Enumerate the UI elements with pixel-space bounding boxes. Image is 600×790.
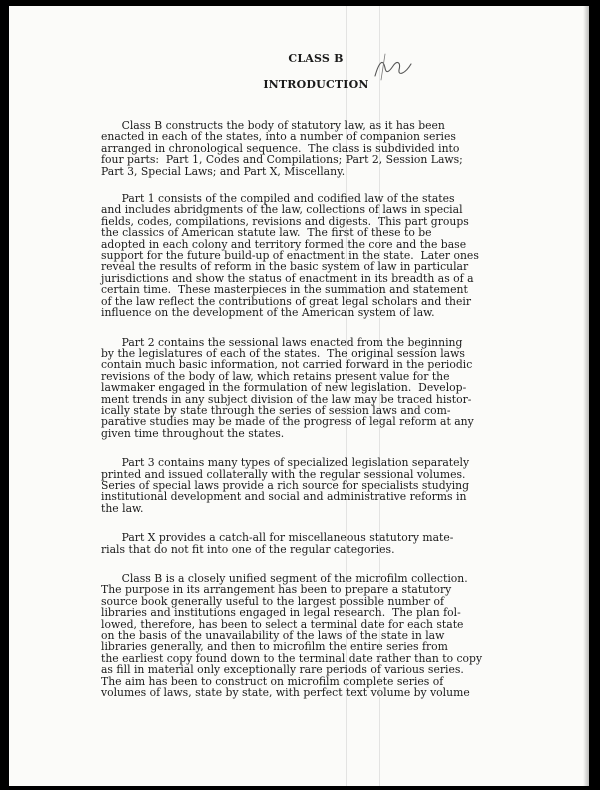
text-line: libraries generally, and then to microfilm the entire series from bbox=[101, 640, 448, 654]
text-line: enacted in each of the states, into a number of companion series bbox=[101, 130, 456, 144]
text-line: ment trends in any subject division of the law may be traced histor- bbox=[101, 392, 472, 406]
text-line: institutional development and social and administrative reforms in bbox=[101, 490, 467, 504]
text-line: Part 2 contains the sessional laws enacted from the beginning bbox=[101, 335, 463, 349]
text-line: by the legislatures of each of the states. The original session laws bbox=[101, 346, 465, 360]
text-line: influence on the development of the American system of law. bbox=[101, 306, 435, 320]
text-line: as fill in material only exceptionally rare periods of various series. bbox=[101, 663, 464, 677]
paragraph-part-2 bbox=[101, 337, 531, 440]
text-line: Part 3, Special Laws; and Part X, Miscellany. bbox=[101, 164, 346, 178]
text-line: the law. bbox=[101, 501, 144, 515]
text-line: of the law reflect the contributions of great legal scholars and their bbox=[101, 294, 471, 308]
text-line: the classics of American statute law. The first of these to be bbox=[101, 226, 432, 240]
text-line: contain much basic information, not carried forward in the periodic bbox=[101, 358, 473, 372]
text-line: lawmaker engaged in the formulation of new legislation. Develop- bbox=[101, 381, 467, 395]
paragraph-part-3 bbox=[101, 457, 531, 514]
section-title: INTRODUCTION bbox=[263, 78, 369, 91]
text-line: Series of special laws provide a rich source for specialists studying bbox=[101, 478, 470, 492]
text-line: arranged in chronological sequence. The class is subdivided into bbox=[101, 141, 460, 155]
text-line: Class B constructs the body of statutory law, as it has been bbox=[101, 119, 445, 132]
text-line: certain time. These masterpieces in the summation and statement bbox=[101, 283, 468, 297]
text-line: reveal the results of reform in the basic system of law in particular bbox=[101, 260, 469, 274]
paragraph-collection bbox=[101, 573, 531, 698]
text-line: jurisdictions and show the status of enactment in its breadth as of a bbox=[101, 271, 474, 285]
text-line: printed and issued collaterally with the regular sessional volumes. bbox=[101, 467, 466, 481]
paragraph-overview bbox=[101, 120, 531, 177]
text-line: Part 1 consists of the compiled and codified law of the states bbox=[101, 192, 455, 206]
text-line: on the basis of the unavailability of the laws of the state in law bbox=[101, 629, 445, 643]
text-line: ically state by state through the series of session laws and com- bbox=[101, 403, 451, 417]
text-line: support for the future build-up of enactment in the state. Later ones bbox=[101, 249, 479, 263]
text-line: source book generally useful to the largest possible number of bbox=[101, 594, 445, 608]
page-edge-shadow bbox=[583, 6, 589, 786]
text-line: volumes of laws, state by state, with perfect text volume by volume bbox=[101, 686, 470, 700]
paragraph-part-1 bbox=[101, 193, 531, 318]
text-line: and includes abridgments of the law, collections of laws in special bbox=[101, 203, 463, 217]
text-line: libraries and institutions engaged in legal research. The plan fol- bbox=[101, 606, 461, 620]
document-body bbox=[101, 46, 531, 698]
text-line: revisions of the body of law, which retains present value for the bbox=[101, 369, 450, 383]
class-title: CLASS B bbox=[288, 52, 344, 65]
text-line: parative studies may be made of the progress of legal reform at any bbox=[101, 415, 474, 429]
text-line: adopted in each colony and territory formed the core and the base bbox=[101, 237, 467, 251]
text-line: The aim has been to construct on microfilm complete series of bbox=[101, 674, 444, 688]
text-line: four parts: Part 1, Codes and Compilations; Part 2, Session Laws; bbox=[101, 153, 463, 167]
paragraph-part-x bbox=[101, 532, 531, 555]
text-line: Class B is a closely unified segment of the microfilm collection. bbox=[101, 572, 468, 585]
text-line: fields, codes, compilations, revisions and digests. This part groups bbox=[101, 214, 469, 228]
text-line: the earliest copy found down to the terminal date rather than to copy bbox=[101, 651, 483, 665]
text-line: Part 3 contains many types of specialized legislation separately bbox=[101, 456, 470, 470]
text-line: lowed, therefore, has been to select a terminal date for each state bbox=[101, 617, 464, 631]
text-line: The purpose in its arrangement has been to prepare a statutory bbox=[101, 583, 452, 597]
text-line: given time throughout the states. bbox=[101, 426, 285, 440]
text-line: Part X provides a catch-all for miscellaneous statutory mate- bbox=[101, 531, 454, 545]
text-line: rials that do not fit into one of the regular categories. bbox=[101, 542, 395, 556]
